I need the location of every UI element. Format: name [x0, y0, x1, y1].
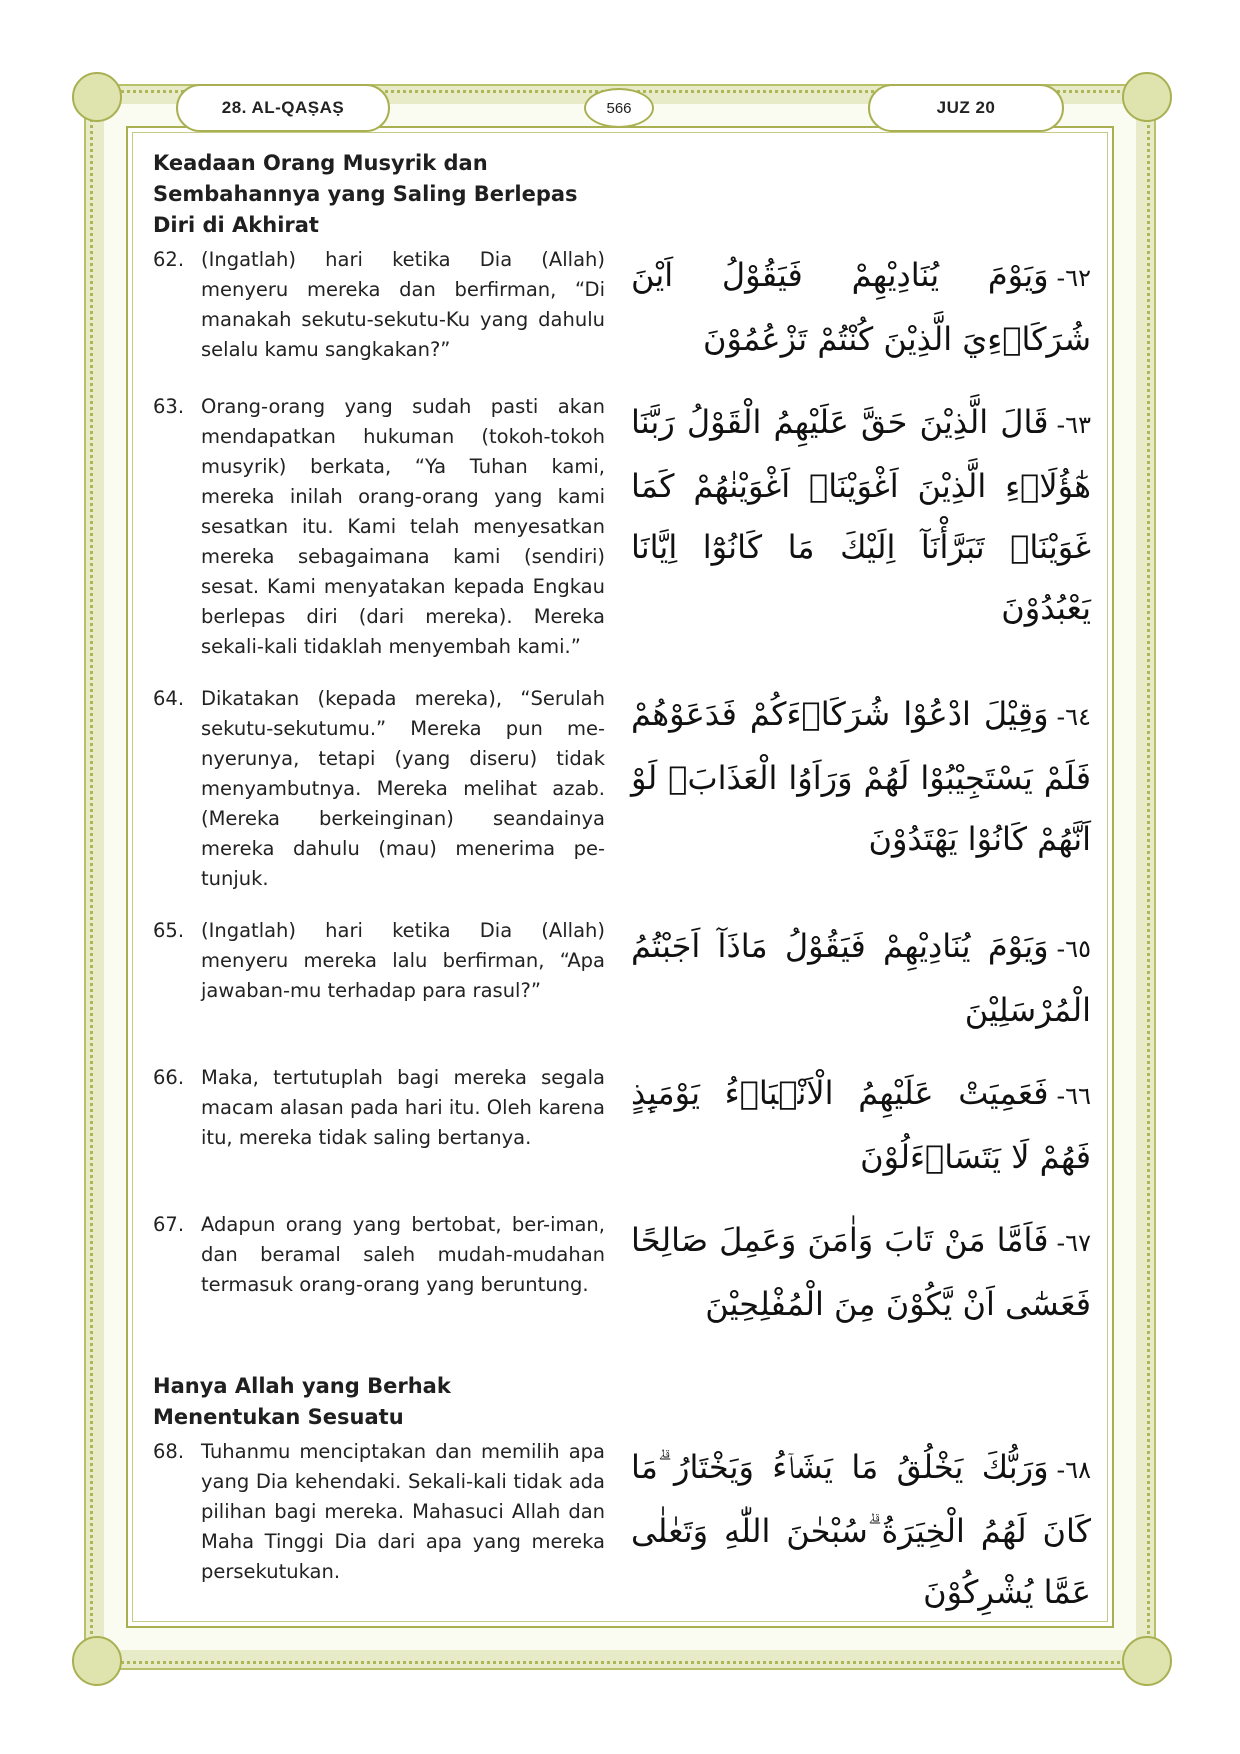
corner-ornament-top-left: [72, 72, 122, 122]
verse-66: [153, 1063, 1091, 1188]
verse-number: 65.: [153, 919, 185, 942]
verse-translation: [153, 1063, 605, 1153]
arabic-verse-number: ٦٨-: [1056, 1456, 1091, 1484]
arabic-verse-number: ٦٦-: [1056, 1082, 1091, 1110]
translation-text: (Ingatlah) hari ketika Dia (Allah) menyeru mereka dan berfirman, “Di manakah sekutu-sekutu-Ku yang dahulu selalu kamu sangkakan?”: [201, 248, 605, 361]
arabic-verse: فَاَمَّا مَنْ تَابَ وَاٰمَنَ وَعَمِلَ صَالِحًا فَعَسٰٓى اَنْ يَّكُوْنَ مِنَ الْمُفْلِحِيْنَ: [631, 1221, 1091, 1323]
arabic-text: [631, 392, 1091, 639]
verse-number: 64.: [153, 687, 185, 710]
arabic-verse-number: ٦٥-: [1056, 935, 1091, 963]
verse-63: [153, 392, 1091, 662]
arabic-text: [631, 1063, 1091, 1188]
arabic-verse: وَقِيْلَ ادْعُوْا شُرَكَاۤءَكُمْ فَدَعَوْهُمْ فَلَمْ يَسْتَجِيْبُوْا لَهُمْ وَرَاَوُا الْعَذَابَۚ لَوْ اَنَّهُمْ كَانُوْا يَهْتَدُوْنَ: [631, 695, 1091, 858]
section-heading: Keadaan Orang Musyrik dan Sembahannya yang Saling Berlepas Diri di Akhirat: [153, 151, 578, 237]
corner-ornament-bottom-left: [72, 1636, 122, 1686]
corner-ornament-top-right: [1122, 72, 1172, 122]
verse-translation: [153, 1210, 605, 1300]
arabic-verse-number: ٦٧-: [1056, 1229, 1091, 1257]
translation-text: Maka, tertutuplah bagi mereka segala macam alasan pada hari itu. Oleh karena itu, mereka tidak saling bertanya.: [201, 1066, 605, 1149]
verse-translation: [153, 684, 605, 894]
verse-translation: [153, 1437, 605, 1587]
arabic-text: [631, 245, 1091, 370]
verse-number: 67.: [153, 1213, 185, 1236]
page-content: [153, 148, 1091, 1645]
surah-name-label: 28. AL-QAṢAṢ: [176, 84, 390, 132]
translation-text: Orang-orang yang sudah pasti akan mendapatkan hukuman (tokoh-tokoh musyrik) berkata, “Ya Tuhan kami, mereka inilah orang-orang yang kami sesatkan itu. Kami telah menyesatkan mereka sebagaimana kami (sendiri) sesat. Kami menyatakan kepada Engkau berlepas diri (dari mereka). Mereka sekali-kali tidaklah menyembah kami.”: [201, 395, 605, 658]
corner-ornament-bottom-right: [1122, 1636, 1172, 1686]
verse-67: [153, 1210, 1091, 1335]
arabic-verse-number: ٦٣-: [1056, 411, 1091, 439]
verse-65: [153, 916, 1091, 1041]
arabic-text: [631, 684, 1091, 870]
verse-number: 63.: [153, 395, 185, 418]
arabic-text: [631, 916, 1091, 1041]
verse-number: 66.: [153, 1066, 185, 1089]
verse-translation: [153, 392, 605, 662]
verse-68: [153, 1437, 1091, 1623]
verse-64: [153, 684, 1091, 894]
arabic-verse: وَيَوْمَ يُنَادِيْهِمْ فَيَقُوْلُ اَيْنَ شُرَكَاۤءِيَ الَّذِيْنَ كُنْتُمْ تَزْعُمُوْنَ: [631, 256, 1091, 358]
verse-translation: [153, 916, 605, 1006]
arabic-verse: فَعَمِيَتْ عَلَيْهِمُ الْاَنْۢبَاۤءُ يَوْمَىِٕذٍ فَهُمْ لَا يَتَسَاۤءَلُوْنَ: [631, 1074, 1091, 1176]
section-heading: Hanya Allah yang Berhak Menentukan Sesuatu: [153, 1374, 451, 1429]
verse-62: [153, 245, 1091, 370]
arabic-text: [631, 1210, 1091, 1335]
arabic-verse: قَالَ الَّذِيْنَ حَقَّ عَلَيْهِمُ الْقَوْلُ رَبَّنَا هٰٓؤُلَاۤءِ الَّذِيْنَ اَغْوَيْنَاۚ اَغْوَيْنٰهُمْ كَمَا غَوَيْنَاۚ تَبَرَّأْنَآ اِلَيْكَ مَا كَانُوْٓا اِيَّانَا يَعْبُدُوْنَ: [631, 403, 1091, 627]
page-number: 566: [584, 88, 654, 128]
translation-text: Dikatakan (kepada mereka), “Serulah sekutu-sekutumu.” Mereka pun me-nyerunya, tetapi (yang diseru) tidak menyambutnya. Mereka melihat azab. (Mereka berkeinginan) seandainya mereka dahulu (mau) menerima pe-tunjuk.: [201, 687, 605, 890]
arabic-verse: وَيَوْمَ يُنَادِيْهِمْ فَيَقُوْلُ مَاذَآ اَجَبْتُمُ الْمُرْسَلِيْنَ: [631, 927, 1091, 1029]
arabic-verse-number: ٦٢-: [1056, 264, 1091, 292]
verse-number: 68.: [153, 1440, 185, 1463]
verse-translation: [153, 245, 605, 365]
arabic-verse-number: ٦٤-: [1056, 703, 1091, 731]
translation-text: Adapun orang yang bertobat, ber-iman, dan beramal saleh mudah-mudahan termasuk orang-orang yang beruntung.: [201, 1213, 605, 1296]
verse-number: 62.: [153, 248, 185, 271]
juz-label: JUZ 20: [868, 84, 1064, 132]
arabic-text: [631, 1437, 1091, 1623]
translation-text: (Ingatlah) hari ketika Dia (Allah) menyeru mereka lalu berfirman, “Apa jawaban-mu terhadap para rasul?”: [201, 919, 605, 1002]
translation-text: Tuhanmu menciptakan dan memilih apa yang Dia kehendaki. Sekali-kali tidak ada pilihan bagi mereka. Mahasuci Allah dan Maha Tinggi Dia dari apa yang mereka persekutukan.: [201, 1440, 605, 1583]
arabic-verse: وَرَبُّكَ يَخْلُقُ مَا يَشَاۤءُ وَيَخْتَارُ ۗمَا كَانَ لَهُمُ الْخِيَرَةُ ۗسُبْحٰنَ اللّٰهِ وَتَعٰلٰى عَمَّا يُشْرِكُوْنَ: [631, 1448, 1091, 1611]
